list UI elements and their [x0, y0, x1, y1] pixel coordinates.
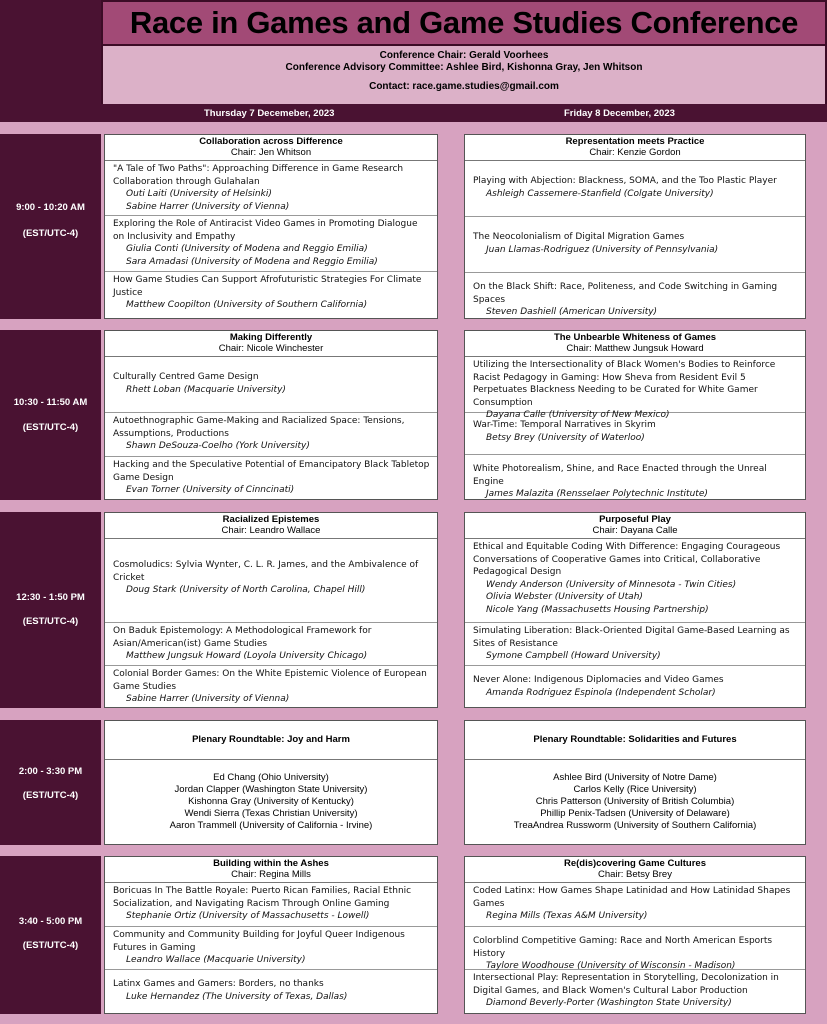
session-header [105, 135, 437, 161]
paper-item [465, 539, 805, 623]
session-header [465, 331, 805, 357]
time-label: 12:30 - 1:50 PM [16, 592, 85, 603]
paper-item [105, 927, 437, 970]
advisory-committee: Conference Advisory Committee: Ashlee Bird, Kishonna Gray, Jen Whitson [285, 62, 643, 73]
paper-author: Steven Dashiell (American University) [486, 307, 658, 317]
paper-title: Playing with Abjection: Blackness, SOMA, and the Too Plastic Player [473, 176, 777, 186]
paper-title: Never Alone: Indigenous Diplomacies and Video Games [473, 675, 724, 685]
paper-item [465, 666, 805, 708]
session-title: Purposeful Play [599, 514, 671, 525]
session-chair: Chair: Dayana Calle [592, 525, 678, 536]
session-header [105, 513, 437, 539]
paper-item [465, 357, 805, 420]
day-friday: Friday 8 December, 2023 [564, 108, 675, 119]
paper-author: Matthew Coopilton (University of Southern California) [126, 300, 368, 310]
paper-title: White Photorealism, Shine, and Race Enacted through the Unreal Engine [473, 464, 767, 487]
time-slot-2 [0, 330, 101, 500]
paper-item [465, 455, 805, 498]
paper-author: Doug Stark (University of North Carolina, Chapel Hill) [126, 585, 366, 595]
paper-author: Sabine Harrer (University of Vienna) [126, 201, 290, 212]
paper-item [105, 623, 437, 666]
paper-item [105, 539, 437, 623]
paper-title: Boricuas In The Battle Royale: Puerto Rican Families, Racial Ethnic Socialization, and Navigating Racism Through Online Gaming [113, 886, 412, 909]
time-label: 3:40 - 5:00 PM [18, 916, 83, 927]
paper-author: Evan Torner (University of Cinncinati) [126, 485, 295, 495]
header-side-block [0, 0, 101, 122]
session-title: Representation meets Practice [565, 136, 705, 147]
timezone-label: (EST/UTC-4) [22, 422, 79, 433]
paper-title: Coded Latinx: How Games Shape Latinidad and How Latinidad Shapes Games [473, 886, 791, 909]
paper-author: Diamond Beverly-Porter (Washington State University) [486, 998, 732, 1008]
session-chair: Chair: Nicole Winchester [218, 343, 324, 354]
paper-author: Wendy Anderson (University of Minnesota - Twin Cities) [486, 579, 737, 590]
paper-author: Sabine Harrer (University of Vienna) [126, 694, 290, 704]
time-label: 9:00 - 10:20 AM [16, 202, 85, 213]
paper-item [105, 883, 437, 927]
time-label: 10:30 - 11:50 AM [13, 397, 88, 408]
paper-item [465, 883, 805, 927]
session-chair: Chair: Matthew Jungsuk Howard [566, 343, 704, 354]
paper-author: Leandro Wallace (Macquarie University) [126, 955, 306, 965]
paper-title: Cosmoludics: Sylvia Wynter, C. L. R. James, and the Ambivalence of Cricket [113, 560, 419, 583]
paper-title: War-Time: Temporal Narratives in Skyrim [473, 420, 656, 430]
conference-chair: Conference Chair: Gerald Voorhees [379, 50, 549, 61]
day-thursday: Thursday 7 Decemeber, 2023 [204, 108, 335, 119]
paper-author: Ashleigh Cassemere-Stanfield (Colgate University) [486, 188, 714, 199]
session-panel [104, 512, 438, 708]
paper-title: Utilizing the Intersectionality of Black Women's Bodies to Reinforce Racist Pedagogy in Gaming: How Sheva from Resident Evil 5 Perpetuates Blackness Needing to be Curated for White Gamer Consumption [473, 360, 776, 408]
paper-item [105, 457, 437, 499]
paper-item [465, 217, 805, 273]
paper-title: Culturally Centred Game Design [113, 372, 259, 382]
panelist: TreaAndrea Russworm (University of Southern California) [513, 820, 757, 831]
session-chair: Chair: Regina Mills [231, 869, 311, 880]
panelist: Carlos Kelly (Rice University) [573, 784, 697, 795]
day-header-bar [101, 104, 827, 122]
paper-author: Rhett Loban (Macquarie University) [126, 384, 286, 395]
time-slot-1 [0, 134, 101, 319]
roundtable-panel [104, 720, 438, 845]
session-header [465, 857, 805, 883]
paper-author: Amanda Rodriguez Espinola (Independent Scholar) [486, 687, 716, 698]
panelist: Wendi Sierra (Texas Christian University) [184, 808, 358, 819]
session-panel [464, 134, 806, 319]
panelist: Phillip Penix-Tadsen (University of Delaware) [540, 808, 730, 819]
session-panel [464, 512, 806, 708]
session-header [105, 857, 437, 883]
panelist: Aaron Trammell (University of California - Irvine) [169, 820, 373, 831]
roundtable-panel [464, 720, 806, 845]
session-panel [104, 856, 438, 1014]
timezone-label: (EST/UTC-4) [22, 616, 79, 627]
paper-item [465, 927, 805, 970]
panelist: Kishonna Gray (University of Kentucky) [188, 796, 354, 807]
paper-item [105, 357, 437, 413]
session-header [105, 331, 437, 357]
paper-author: Sara Amadasi (University of Modena and Reggio Emilia) [126, 256, 378, 267]
conference-info [101, 46, 827, 104]
paper-title: "A Tale of Two Paths": Approaching Difference in Game Research Collaboration through Gulahalan [113, 164, 404, 187]
paper-item [105, 413, 437, 457]
session-chair: Chair: Leandro Wallace [221, 525, 321, 536]
roundtable-title: Plenary Roundtable: Solidarities and Futures [465, 721, 805, 760]
panelist: Ed Chang (Ohio University) [213, 772, 329, 783]
session-chair: Chair: Kenzie Gordon [589, 147, 681, 158]
timezone-label: (EST/UTC-4) [22, 228, 79, 239]
paper-author: Juan Llamas-Rodriguez (University of Pennsylvania) [486, 244, 719, 255]
panelist: Jordan Clapper (Washington State University) [174, 784, 368, 795]
paper-author: Luke Hernandez (The University of Texas, Dallas) [126, 991, 348, 1002]
timezone-label: (EST/UTC-4) [22, 790, 79, 801]
paper-item [105, 272, 437, 314]
paper-title: Exploring the Role of Antiracist Video Games in Promoting Dialogue on Inclusivity and Empathy [113, 219, 418, 242]
paper-author: Dayana Calle (University of New Mexico) [486, 410, 670, 420]
session-panel [464, 330, 806, 500]
paper-item [105, 161, 437, 216]
roundtable-title: Plenary Roundtable: Joy and Harm [105, 721, 437, 760]
paper-author: Betsy Brey (University of Waterloo) [486, 432, 645, 443]
session-panel [104, 134, 438, 319]
paper-item [105, 666, 437, 708]
session-panel [104, 330, 438, 500]
paper-title: Colonial Border Games: On the White Epistemic Violence of European Game Studies [113, 669, 427, 692]
session-chair: Chair: Jen Whitson [230, 147, 312, 158]
paper-author: Stephanie Ortiz (University of Massachusetts - Lowell) [126, 911, 370, 921]
paper-title: Hacking and the Speculative Potential of Emancipatory Black Tabletop Game Design [113, 460, 430, 483]
paper-title: On the Black Shift: Race, Politeness, and Code Switching in Gaming Spaces [473, 282, 778, 305]
time-label: 2:00 - 3:30 PM [18, 766, 83, 777]
session-title: Building within the Ashes [213, 858, 329, 869]
time-slot-5 [0, 856, 101, 1014]
paper-title: On Baduk Epistemology: A Methodological Framework for Asian/American(ist) Game Studies [113, 626, 372, 649]
paper-title: Intersectional Play: Representation in Storytelling, Decolonization in Digital Games, and Black Women's Cultural Labor Production [473, 973, 779, 996]
paper-author: Nicole Yang (Massachusetts Housing Partnership) [486, 604, 709, 615]
session-panel [464, 856, 806, 1014]
paper-title: Latinx Games and Gamers: Borders, no thanks [113, 979, 324, 989]
paper-item [105, 970, 437, 1012]
timezone-label: (EST/UTC-4) [22, 940, 79, 951]
paper-item [465, 970, 805, 1012]
session-header [465, 135, 805, 161]
paper-author: Olivia Webster (University of Utah) [486, 592, 643, 602]
session-title: Making Differently [229, 332, 313, 343]
panelist: Ashlee Bird (University of Notre Dame) [553, 772, 717, 783]
session-title: The Unbearble Whiteness of Games [553, 332, 717, 343]
paper-title: The Neocolonialism of Digital Migration Games [473, 232, 685, 242]
paper-title: Autoethnographic Game-Making and Racialized Space: Tensions, Assumptions, Productions [113, 416, 405, 439]
session-header [465, 513, 805, 539]
time-slot-3 [0, 512, 101, 708]
panelist: Chris Patterson (University of British Columbia) [535, 796, 735, 807]
session-title: Collaboration across Difference [199, 136, 343, 147]
conference-title: Race in Games and Game Studies Conference [101, 0, 827, 46]
paper-item [465, 623, 805, 666]
paper-author: Shawn DeSouza-Coelho (York University) [126, 441, 310, 451]
paper-title: Colorblind Competitive Gaming: Race and North American Esports History [473, 936, 773, 959]
paper-author: Outi Laiti (University of Helsinki) [126, 189, 272, 199]
paper-title: Ethical and Equitable Coding With Difference: Engaging Courageous Conversations of Cooperative Games into Critical, Collaborative Pedagogical Design [473, 542, 781, 577]
contact-email: Contact: race.game.studies@gmail.com [369, 81, 559, 92]
paper-author: Taylore Woodhouse (University of Wisconsin - Madison) [486, 961, 736, 971]
session-chair: Chair: Betsy Brey [598, 869, 672, 880]
paper-title: Simulating Liberation: Black-Oriented Digital Game-Based Learning as Sites of Resistance [473, 626, 790, 649]
roundtable-people [105, 772, 437, 832]
paper-author: Symone Campbell (Howard University) [486, 651, 661, 661]
paper-item [105, 216, 437, 272]
roundtable-people [465, 772, 805, 832]
paper-title: How Game Studies Can Support Afrofuturistic Strategies For Climate Justice [113, 275, 422, 298]
paper-item [465, 413, 805, 455]
paper-title: Community and Community Building for Joyful Queer Indigenous Futures in Gaming [113, 930, 405, 953]
paper-author: Matthew Jungsuk Howard (Loyola University Chicago) [126, 651, 368, 661]
paper-item [465, 161, 805, 217]
session-title: Re(dis)covering Game Cultures [563, 858, 706, 869]
session-title: Racialized Epistemes [222, 514, 320, 525]
paper-item [465, 273, 805, 315]
time-slot-4 [0, 720, 101, 845]
paper-author: Regina Mills (Texas A&M University) [486, 911, 648, 921]
paper-author: Giulia Conti (University of Modena and Reggio Emilia) [126, 244, 368, 254]
paper-author: James Malazita (Rensselaer Polytechnic Institute) [486, 489, 708, 499]
